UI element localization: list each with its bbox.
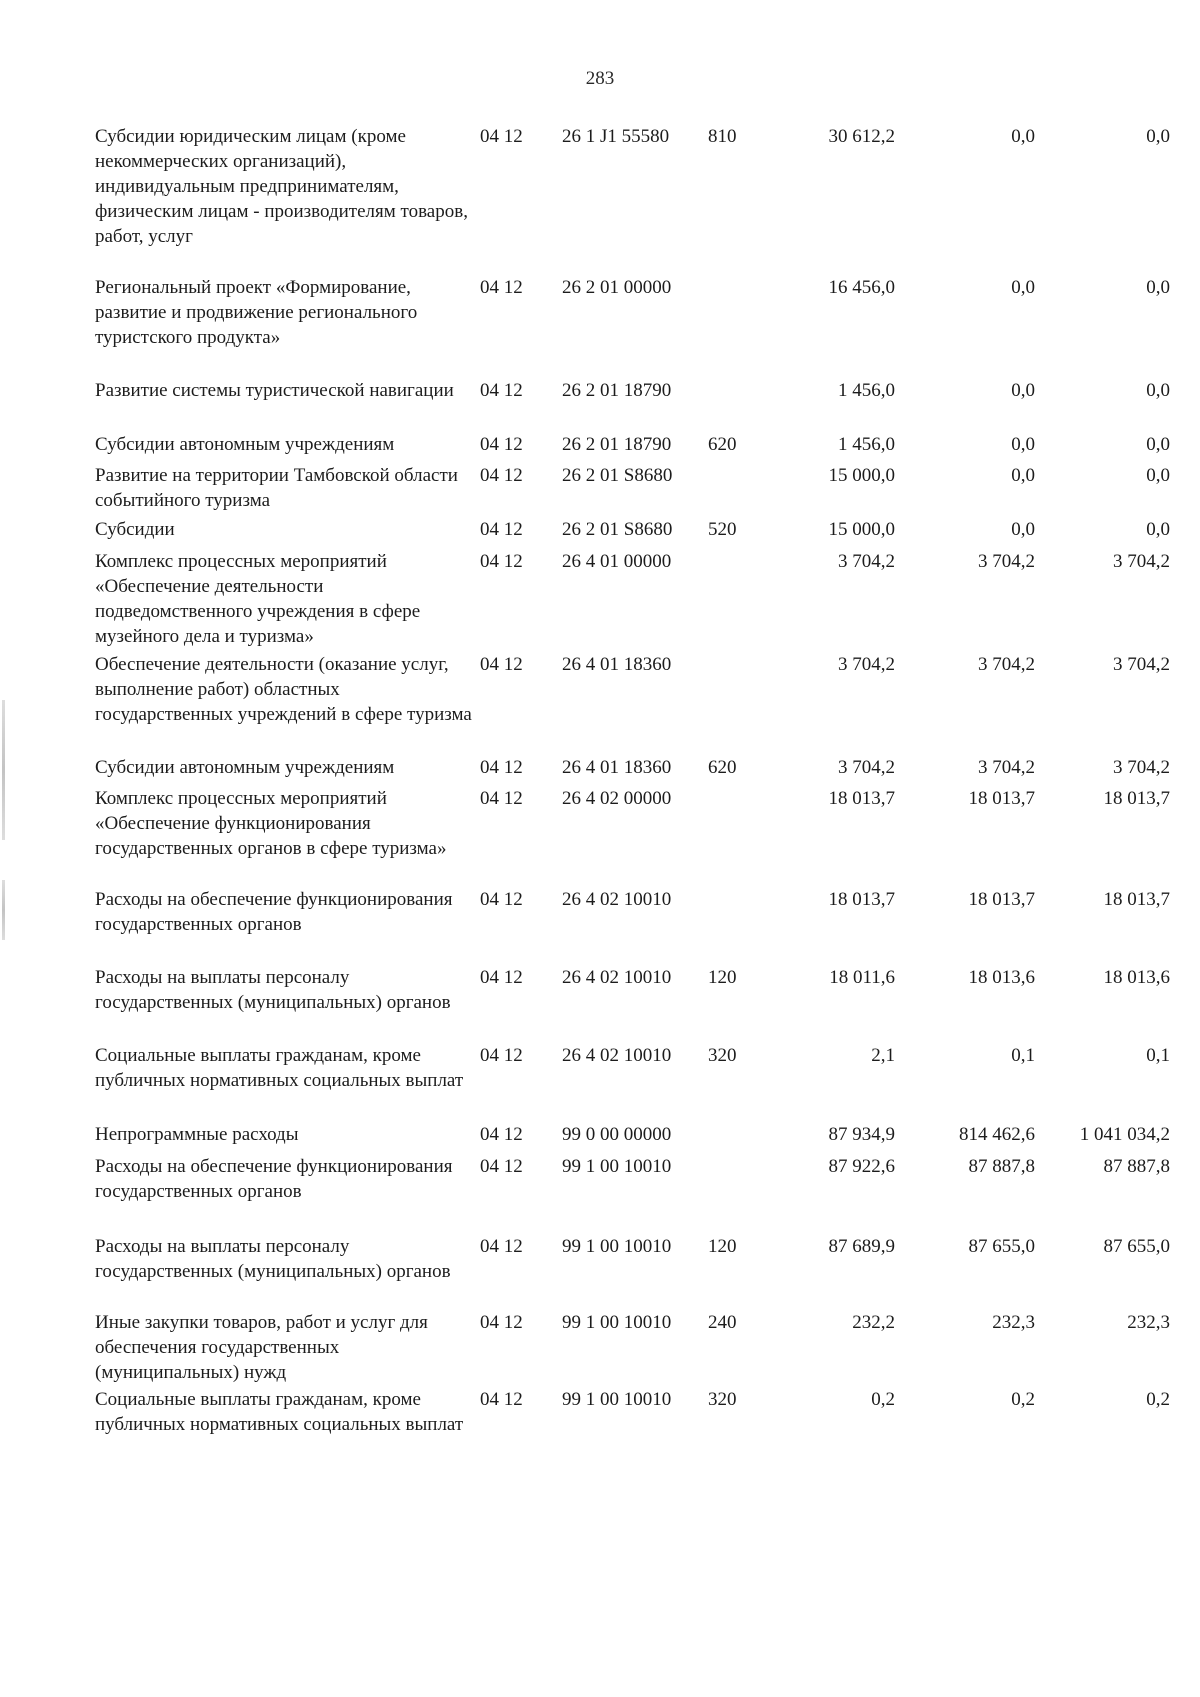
row-amount-year1: 30 612,2 (828, 126, 895, 147)
row-expense-type: 810 (708, 126, 737, 147)
row-amount-year3: 232,3 (1127, 1312, 1170, 1333)
row-amount-year1: 3 704,2 (838, 757, 895, 778)
row-expense-type: 620 (708, 434, 737, 455)
row-target-code: 26 1 J1 55580 (562, 126, 670, 147)
row-amount-year3: 0,0 (1146, 465, 1170, 486)
row-amount-year1: 3 704,2 (838, 654, 895, 675)
row-amount-year3: 0,0 (1146, 277, 1170, 298)
row-name: Субсидии (95, 519, 175, 540)
row-name: Расходы на обеспечение функционирования государственных органов (95, 1156, 453, 1202)
row-name: Иные закупки товаров, работ и услуг для обеспечения государственных (муниципальных) нужд (95, 1312, 428, 1383)
row-amount-year1: 18 013,7 (828, 889, 895, 910)
row-section-code: 04 12 (480, 1124, 523, 1145)
row-name: Социальные выплаты гражданам, кроме публичных нормативных социальных выплат (95, 1045, 464, 1091)
row-amount-year3: 18 013,7 (1103, 788, 1170, 809)
row-amount-year2: 3 704,2 (978, 654, 1035, 675)
row-target-code: 26 2 01 18790 (562, 380, 672, 401)
row-target-code: 26 4 02 10010 (562, 967, 672, 988)
row-section-code: 04 12 (480, 1045, 523, 1066)
row-amount-year1: 18 011,6 (829, 967, 895, 988)
row-amount-year1: 15 000,0 (828, 465, 895, 486)
row-section-code: 04 12 (480, 126, 523, 147)
row-amount-year3: 1 041 034,2 (1079, 1124, 1170, 1145)
row-target-code: 26 4 01 18360 (562, 654, 672, 675)
row-amount-year3: 0,0 (1146, 519, 1170, 540)
row-amount-year2: 0,0 (1011, 277, 1035, 298)
row-amount-year2: 3 704,2 (978, 757, 1035, 778)
scan-edge-mark (2, 700, 5, 840)
row-section-code: 04 12 (480, 788, 523, 809)
row-section-code: 04 12 (480, 967, 523, 988)
row-name: Комплекс процессных мероприятий «Обеспечение деятельности подведомственного учреждения в сфере музейного дела и туризма» (95, 551, 421, 647)
row-section-code: 04 12 (480, 1236, 523, 1257)
row-name: Социальные выплаты гражданам, кроме публичных нормативных социальных выплат (95, 1389, 464, 1435)
row-name: Непрограммные расходы (95, 1124, 299, 1145)
row-target-code: 26 4 02 10010 (562, 889, 672, 910)
row-amount-year3: 0,0 (1146, 126, 1170, 147)
row-section-code: 04 12 (480, 465, 523, 486)
row-section-code: 04 12 (480, 1156, 523, 1177)
row-name: Расходы на выплаты персоналу государственных (муниципальных) органов (95, 967, 451, 1013)
row-target-code: 26 4 01 00000 (562, 551, 672, 572)
row-amount-year1: 87 922,6 (828, 1156, 895, 1177)
row-amount-year1: 1 456,0 (838, 380, 895, 401)
row-amount-year3: 3 704,2 (1113, 551, 1170, 572)
row-amount-year3: 3 704,2 (1113, 654, 1170, 675)
row-amount-year1: 232,2 (852, 1312, 895, 1333)
row-amount-year2: 814 462,6 (959, 1124, 1035, 1145)
row-expense-type: 320 (708, 1389, 737, 1410)
row-expense-type: 620 (708, 757, 737, 778)
row-section-code: 04 12 (480, 551, 523, 572)
row-name: Субсидии автономным учреждениям (95, 434, 395, 455)
row-amount-year2: 18 013,7 (968, 788, 1035, 809)
row-target-code: 26 4 02 00000 (562, 788, 672, 809)
row-expense-type: 520 (708, 519, 737, 540)
row-expense-type: 320 (708, 1045, 737, 1066)
row-amount-year1: 15 000,0 (828, 519, 895, 540)
row-amount-year1: 18 013,7 (828, 788, 895, 809)
page-number: 283 (585, 68, 615, 89)
row-amount-year2: 0,1 (1011, 1045, 1035, 1066)
row-section-code: 04 12 (480, 380, 523, 401)
row-expense-type: 120 (708, 1236, 737, 1257)
row-name: Расходы на обеспечение функционирования государственных органов (95, 889, 453, 935)
row-amount-year2: 0,0 (1011, 126, 1035, 147)
row-name: Комплекс процессных мероприятий «Обеспечение функционирования государственных органов в сфере туризма» (95, 788, 447, 859)
row-amount-year3: 87 887,8 (1103, 1156, 1170, 1177)
row-name: Субсидии юридическим лицам (кроме некоммерческих организаций), индивидуальным предпринимателям, физическим лицам - производителям товаров, работ, услуг (95, 126, 468, 247)
row-amount-year3: 0,0 (1146, 380, 1170, 401)
row-name: Развитие на территории Тамбовской области событийного туризма (95, 465, 458, 511)
row-amount-year2: 0,0 (1011, 380, 1035, 401)
row-target-code: 26 4 02 10010 (562, 1045, 672, 1066)
row-expense-type: 240 (708, 1312, 737, 1333)
row-amount-year3: 18 013,6 (1103, 967, 1170, 988)
row-amount-year2: 0,0 (1011, 434, 1035, 455)
row-amount-year3: 87 655,0 (1103, 1236, 1170, 1257)
row-name: Обеспечение деятельности (оказание услуг, выполнение работ) областных государственных учреждений в сфере туризма (95, 654, 472, 725)
row-amount-year2: 0,0 (1011, 465, 1035, 486)
row-amount-year1: 87 934,9 (828, 1124, 895, 1145)
row-name: Субсидии автономным учреждениям (95, 757, 395, 778)
row-section-code: 04 12 (480, 434, 523, 455)
row-name: Региональный проект «Формирование, развитие и продвижение регионального туристского продукта» (95, 277, 418, 348)
row-amount-year2: 0,0 (1011, 519, 1035, 540)
row-section-code: 04 12 (480, 889, 523, 910)
row-section-code: 04 12 (480, 1389, 523, 1410)
row-amount-year2: 3 704,2 (978, 551, 1035, 572)
row-amount-year1: 87 689,9 (828, 1236, 895, 1257)
row-section-code: 04 12 (480, 277, 523, 298)
row-section-code: 04 12 (480, 757, 523, 778)
row-amount-year2: 87 887,8 (968, 1156, 1035, 1177)
row-amount-year1: 0,2 (871, 1389, 895, 1410)
row-amount-year2: 18 013,6 (968, 967, 1035, 988)
row-amount-year1: 3 704,2 (838, 551, 895, 572)
row-target-code: 26 2 01 S8680 (562, 519, 673, 540)
row-target-code: 99 1 00 10010 (562, 1236, 672, 1257)
row-amount-year2: 232,3 (992, 1312, 1035, 1333)
row-section-code: 04 12 (480, 1312, 523, 1333)
row-amount-year1: 1 456,0 (838, 434, 895, 455)
row-target-code: 99 1 00 10010 (562, 1312, 672, 1333)
row-amount-year2: 0,2 (1011, 1389, 1035, 1410)
row-section-code: 04 12 (480, 519, 523, 540)
row-amount-year3: 0,2 (1146, 1389, 1170, 1410)
row-expense-type: 120 (708, 967, 737, 988)
row-amount-year2: 87 655,0 (968, 1236, 1035, 1257)
row-target-code: 26 4 01 18360 (562, 757, 672, 778)
row-amount-year2: 18 013,7 (968, 889, 1035, 910)
row-target-code: 99 0 00 00000 (562, 1124, 672, 1145)
row-target-code: 99 1 00 10010 (562, 1156, 672, 1177)
row-target-code: 26 2 01 00000 (562, 277, 672, 298)
row-section-code: 04 12 (480, 654, 523, 675)
row-target-code: 26 2 01 18790 (562, 434, 672, 455)
row-amount-year1: 2,1 (871, 1045, 895, 1066)
row-name: Расходы на выплаты персоналу государственных (муниципальных) органов (95, 1236, 451, 1282)
row-amount-year3: 18 013,7 (1103, 889, 1170, 910)
row-target-code: 99 1 00 10010 (562, 1389, 672, 1410)
row-amount-year1: 16 456,0 (828, 277, 895, 298)
row-amount-year3: 0,1 (1146, 1045, 1170, 1066)
row-amount-year3: 3 704,2 (1113, 757, 1170, 778)
scan-edge-mark (2, 880, 5, 940)
row-amount-year3: 0,0 (1146, 434, 1170, 455)
row-name: Развитие системы туристической навигации (95, 380, 454, 401)
row-target-code: 26 2 01 S8680 (562, 465, 673, 486)
